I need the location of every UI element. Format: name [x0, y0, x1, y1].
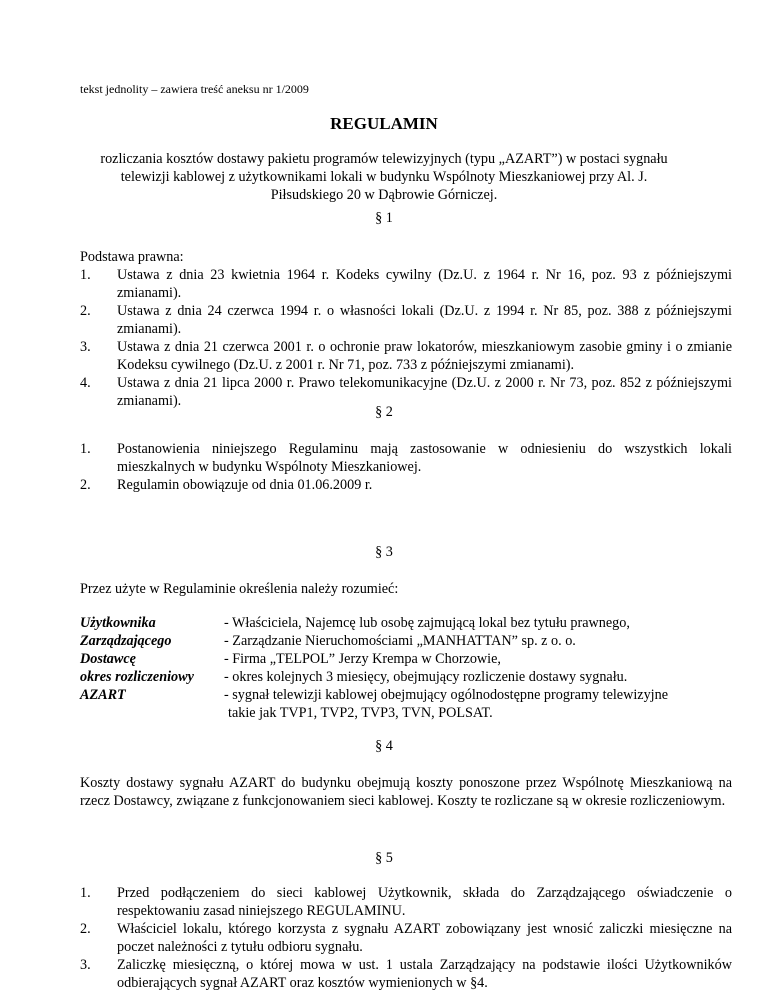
section-1-intro: Podstawa prawna: [80, 249, 184, 265]
list-item-number: 3. [80, 957, 91, 973]
list-item-text: Właściciel lokalu, którego korzysta z sygnału AZART zobowiązany jest wnosić zaliczki miesięczne na poczet należności z tytułu odbioru sygnału. [117, 921, 732, 955]
list-item [80, 956, 732, 992]
list-item [80, 302, 732, 338]
document-title: REGULAMIN [330, 114, 438, 133]
list-item-number: 2. [80, 921, 91, 937]
section-2-heading: § 2 [375, 404, 393, 420]
section-4-heading: § 4 [375, 738, 393, 754]
list-item-text: Regulamin obowiązuje od dnia 01.06.2009 r. [117, 477, 373, 493]
list-item-text: Postanowienia niniejszego Regulaminu mają zastosowanie w odniesieniu do wszystkich lokali mieszkalnych w budynku Wspólnoty Mieszkaniowej. [117, 441, 732, 475]
section-2-list [80, 440, 732, 494]
list-item-number: 1. [80, 441, 91, 457]
list-item-number: 1. [80, 885, 91, 901]
definition-term: Zarządzającego [80, 633, 172, 649]
list-item-text: Ustawa z dnia 21 czerwca 2001 r. o ochronie praw lokatorów, mieszkaniowym zasobie gminy i o zmianie Kodeksu cywilnego (Dz.U. z 2001 r. Nr 71, poz. 733 z późniejszymi zmianami). [117, 339, 732, 373]
header-note: tekst jednolity – zawiera treść aneksu nr 1/2009 [80, 82, 309, 96]
list-item [80, 884, 732, 920]
list-item-number: 4. [80, 375, 91, 391]
section-5-heading: § 5 [375, 850, 393, 866]
list-item [80, 440, 732, 476]
list-item-text: Ustawa z dnia 23 kwietnia 1964 r. Kodeks cywilny (Dz.U. z 1964 r. Nr 16, poz. 93 z późniejszymi zmianami). [117, 267, 732, 301]
list-item-text: Zaliczkę miesięczną, o której mowa w ust. 1 ustala Zarządzający na podstawie ilości Użytkowników odbierających sygnał AZART oraz kosztów wymienionych w §4. [117, 957, 732, 991]
section-4-text: Koszty dostawy sygnału AZART do budynku obejmują koszty ponoszone przez Wspólnotę Mieszkaniową na rzecz Dostawcy, związane z funkcjonowaniem sieci kablowej. Koszty te rozliczane są w okresie rozliczeniowym. [80, 775, 732, 809]
definition-continuation-text: takie jak TVP1, TVP2, TVP3, TVN, POLSAT. [228, 705, 493, 721]
document-subtitle: rozliczania kosztów dostawy pakietu programów telewizyjnych (typu „AZART”) w postaci sygnału telewizji kablowej z użytkownikami lokali w budynku Wspólnoty Mieszkaniowej przy Al. J. Piłsudskiego 20 w Dąbrowie Górniczej. [100, 151, 668, 203]
list-item-number: 2. [80, 303, 91, 319]
list-item [80, 920, 732, 956]
definition-description: - sygnał telewizji kablowej obejmujący ogólnodostępne programy telewizyjne [224, 687, 669, 703]
list-item [80, 338, 732, 374]
list-item-number: 1. [80, 267, 91, 283]
section-3-heading: § 3 [375, 544, 393, 560]
definition-description: - Właściciela, Najemcę lub osobę zajmującą lokal bez tytułu prawnego, [224, 615, 630, 631]
list-item-text: Ustawa z dnia 24 czerwca 1994 r. o własności lokali (Dz.U. z 1994 r. Nr 85, poz. 388 z późniejszymi zmianami). [117, 303, 732, 337]
section-3-intro: Przez użyte w Regulaminie określenia należy rozumieć: [80, 581, 399, 597]
list-item-number: 2. [80, 477, 91, 493]
definition-term: okres rozliczeniowy [80, 669, 194, 685]
definition-description: - okres kolejnych 3 miesięcy, obejmujący rozliczenie dostawy sygnału. [224, 669, 628, 685]
list-item [80, 266, 732, 302]
section-1-heading: § 1 [375, 210, 393, 226]
definition-description: - Firma „TELPOL” Jerzy Krempa w Chorzowie, [224, 651, 501, 667]
definition-term: AZART [80, 687, 126, 703]
list-item-number: 3. [80, 339, 91, 355]
list-item-text: Ustawa z dnia 21 lipca 2000 r. Prawo telekomunikacyjne (Dz.U. z 2000 r. Nr 73, poz. 852 z późniejszymi zmianami). [117, 375, 732, 409]
section-1-list [80, 266, 732, 410]
list-item [80, 476, 732, 494]
definition-description: - Zarządzanie Nieruchomościami „MANHATTAN” sp. z o. o. [224, 633, 576, 649]
section-5-list [80, 884, 732, 992]
list-item-text: Przed podłączeniem do sieci kablowej Użytkownik, składa do Zarządzającego oświadczenie o respektowaniu zasad niniejszego REGULAMINU. [117, 885, 732, 919]
definition-term: Użytkownika [80, 615, 156, 631]
definition-term: Dostawcę [80, 651, 136, 667]
